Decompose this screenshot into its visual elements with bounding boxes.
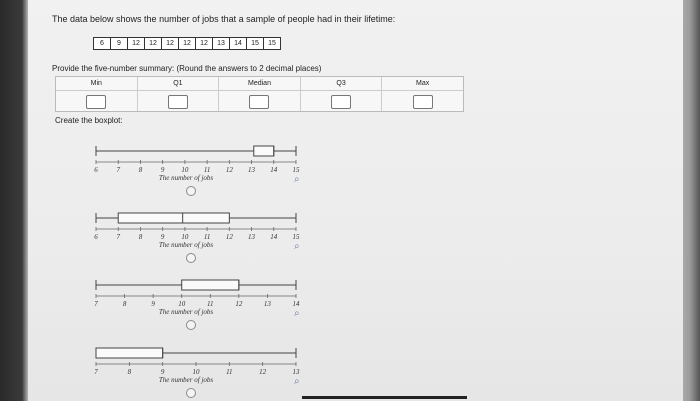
summary-column-median [219, 77, 301, 111]
x-tick-label: 11 [203, 166, 211, 174]
summary-column-q1 [138, 77, 220, 111]
x-tick-label: 11 [203, 233, 211, 241]
x-tick-label: 15 [292, 166, 300, 174]
summary-input-q1[interactable] [168, 95, 188, 109]
x-tick-label: 12 [225, 166, 233, 174]
create-boxplot-label: Create the boxplot: [55, 116, 123, 125]
summary-input-median[interactable] [249, 95, 269, 109]
iqr-box [254, 146, 274, 156]
boxplot-option-3[interactable] [60, 270, 320, 323]
boxplot-option-1[interactable] [60, 136, 320, 189]
x-tick-label: 7 [116, 233, 120, 241]
summary-input-q3[interactable] [331, 95, 351, 109]
x-tick-label: 9 [151, 300, 155, 308]
radio-button-icon[interactable] [186, 186, 196, 196]
summary-header: Q3 [301, 77, 382, 91]
boxplot-chart [60, 136, 320, 184]
summary-input-min[interactable] [86, 95, 106, 109]
magnifier-icon[interactable]: ⌕ [294, 241, 300, 252]
screen-bottom-bar [302, 396, 467, 399]
five-number-summary-table [55, 76, 464, 112]
x-tick-label: 10 [181, 233, 189, 241]
data-value-cell: 12 [179, 38, 196, 49]
data-value-cell: 12 [196, 38, 213, 49]
x-axis-label: The number of jobs [158, 308, 214, 316]
x-tick-label: 11 [207, 300, 214, 308]
x-tick-label: 9 [160, 233, 165, 241]
summary-input-max[interactable] [413, 95, 433, 109]
x-tick-label: 7 [94, 300, 98, 308]
data-value-cell: 12 [128, 38, 145, 49]
data-value-cell: 9 [111, 38, 128, 49]
x-tick-label: 15 [292, 233, 300, 241]
x-tick-label: 8 [138, 233, 143, 241]
x-tick-label: 6 [94, 166, 98, 174]
summary-header: Q1 [138, 77, 219, 91]
x-tick-label: 10 [178, 300, 186, 308]
data-value-cell: 15 [247, 38, 264, 49]
x-tick-label: 14 [270, 166, 278, 174]
x-tick-label: 12 [235, 300, 243, 308]
iqr-box [96, 348, 163, 358]
x-tick-label: 13 [292, 368, 300, 376]
x-tick-label: 10 [192, 368, 200, 376]
x-tick-label: 13 [263, 300, 271, 308]
data-value-cell: 12 [162, 38, 179, 49]
summary-column-q3 [301, 77, 383, 111]
radio-button-icon[interactable] [186, 320, 196, 330]
x-axis-label: The number of jobs [158, 174, 214, 182]
x-tick-label: 6 [94, 233, 98, 241]
magnifier-icon[interactable]: ⌕ [294, 376, 300, 387]
x-tick-label: 7 [116, 166, 120, 174]
boxplot-option-2[interactable] [60, 203, 320, 256]
magnifier-icon[interactable]: ⌕ [294, 308, 300, 319]
summary-header: Min [56, 77, 137, 91]
data-value-cell: 12 [145, 38, 162, 49]
summary-column-min [56, 77, 138, 111]
five-number-instruction: Provide the five-number summary: (Round the answers to 2 decimal places) [52, 64, 322, 73]
boxplot-chart [60, 203, 320, 251]
data-value-cell: 13 [213, 38, 230, 49]
radio-button-icon[interactable] [186, 388, 196, 398]
x-tick-label: 9 [160, 368, 165, 376]
x-tick-label: 8 [127, 368, 132, 376]
iqr-box [118, 213, 229, 223]
data-value-cell: 14 [230, 38, 247, 49]
boxplot-option-4[interactable] [60, 338, 320, 391]
boxplot-chart [60, 270, 320, 318]
x-tick-label: 14 [292, 300, 300, 308]
magnifier-icon[interactable]: ⌕ [294, 174, 300, 185]
summary-header: Median [219, 77, 300, 91]
x-tick-label: 13 [248, 166, 256, 174]
x-tick-label: 7 [94, 368, 98, 376]
summary-header: Max [382, 77, 463, 91]
x-tick-label: 9 [160, 166, 165, 174]
x-tick-label: 12 [225, 233, 233, 241]
x-tick-label: 13 [248, 233, 256, 241]
radio-button-icon[interactable] [186, 253, 196, 263]
x-tick-label: 11 [226, 368, 233, 376]
x-axis-label: The number of jobs [158, 241, 214, 249]
question-prompt: The data below shows the number of jobs that a sample of people had in their lifetime: [52, 14, 396, 24]
x-tick-label: 8 [138, 166, 143, 174]
x-tick-label: 12 [259, 368, 267, 376]
x-tick-label: 8 [122, 300, 127, 308]
x-axis-label: The number of jobs [158, 376, 214, 384]
iqr-box [182, 280, 239, 290]
data-value-cell: 6 [94, 38, 111, 49]
data-values-table [93, 37, 281, 50]
data-value-cell: 15 [268, 40, 276, 47]
x-tick-label: 10 [181, 166, 189, 174]
summary-column-max [382, 77, 463, 111]
boxplot-chart [60, 338, 320, 386]
x-tick-label: 14 [270, 233, 278, 241]
